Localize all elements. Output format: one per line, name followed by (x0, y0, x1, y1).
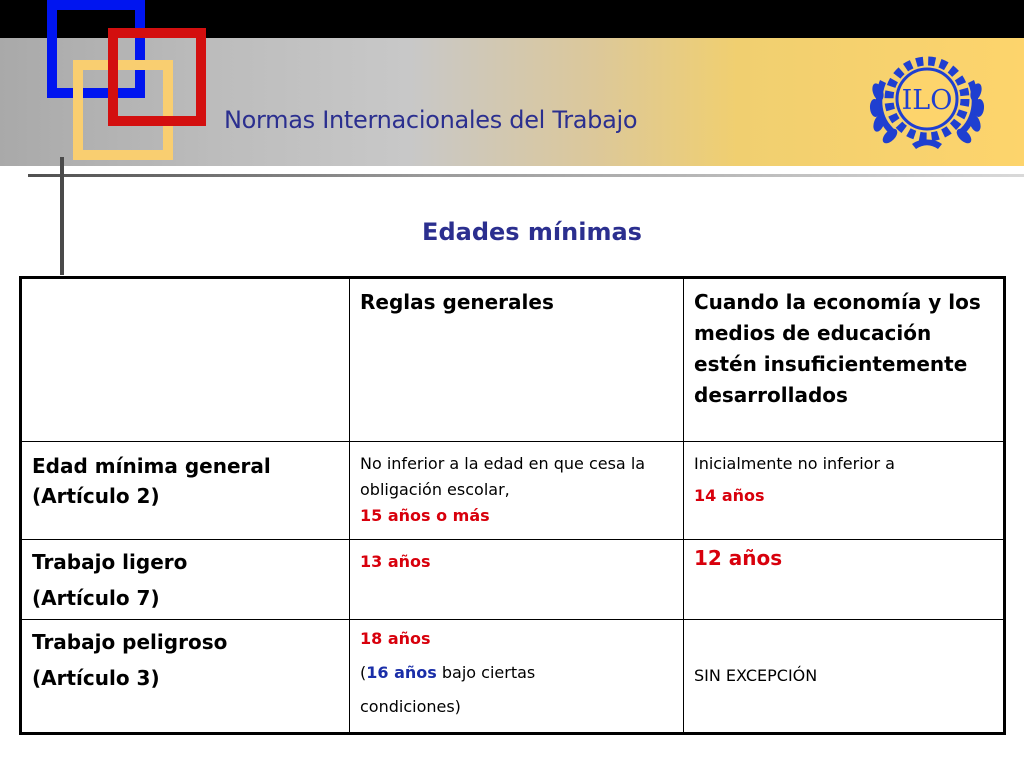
exception-value: 14 años (694, 486, 765, 505)
general-rule-cell (350, 442, 684, 540)
row-label: Trabajo ligero (32, 550, 188, 574)
red-square-decoration (108, 28, 206, 126)
exception-value: 12 años (694, 546, 783, 570)
vertical-rule (60, 157, 64, 275)
row-label-cell (21, 442, 350, 540)
slide-title: Edades mínimas (422, 218, 642, 246)
row-label: Trabajo peligroso (32, 630, 228, 654)
row-label-cell (21, 620, 350, 734)
row-label: Edad mínima general (32, 454, 271, 478)
general-rule-value: 15 años o más (360, 506, 490, 525)
exception-text: Inicialmente no inferior a (694, 454, 895, 473)
row-label-cell (21, 540, 350, 620)
exception-cell (684, 540, 1005, 620)
row-article: (Artículo 3) (32, 666, 160, 690)
general-rule-condition (360, 656, 673, 690)
general-rule-cell (350, 620, 684, 734)
general-rule-text: No inferior a la edad en que cesa la obligación escolar, (360, 454, 646, 499)
general-rule-highlight: 16 años (366, 663, 437, 682)
general-rule-cell (350, 540, 684, 620)
general-rule-rest: bajo ciertas (436, 663, 536, 682)
table-row (21, 540, 1005, 620)
logo-text: ILO (901, 85, 953, 116)
row-article: (Artículo 7) (32, 586, 160, 610)
general-rule-value: 18 años (360, 629, 431, 648)
table-row (21, 442, 1005, 540)
general-rule-value: 13 años (360, 552, 431, 571)
header-cell-empty (21, 278, 350, 442)
header-cell-exception: Cuando la economía y los medios de educación estén insuficientemente desarrollados (684, 278, 1005, 442)
table-row (21, 620, 1005, 734)
ilo-logo (868, 52, 986, 152)
exception-cell (684, 442, 1005, 540)
exception-cell (684, 620, 1005, 734)
table-header-row (21, 278, 1005, 442)
open-paren: ( (360, 663, 367, 682)
header-cell-general-rules: Reglas generales (350, 278, 684, 442)
minimum-ages-table (19, 276, 1006, 735)
exception-value: SIN EXCEPCIÓN (694, 666, 818, 685)
header-title: Normas Internacionales del Trabajo (224, 106, 638, 134)
row-article: (Artículo 2) (32, 484, 160, 508)
header-divider (28, 174, 1024, 177)
general-rule-rest-line2: condiciones) (360, 697, 461, 716)
